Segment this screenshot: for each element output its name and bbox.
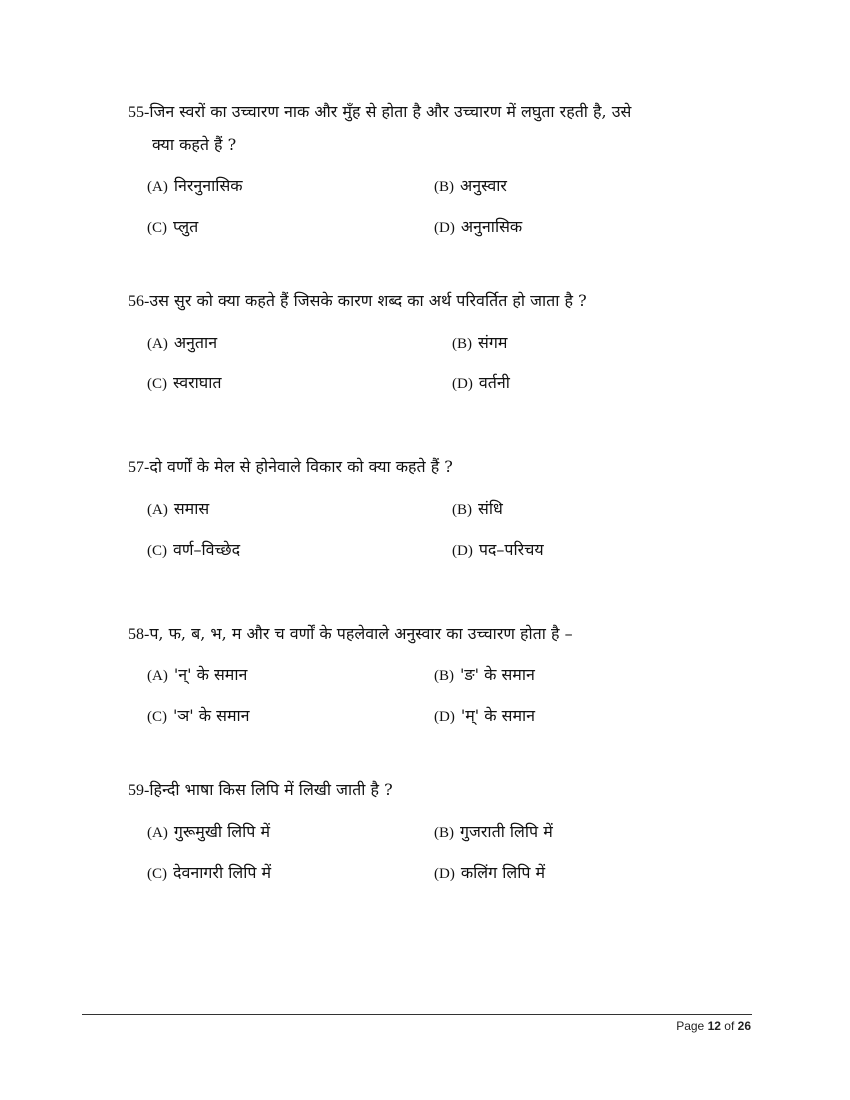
- page-footer: [676, 1019, 751, 1033]
- question-text: [128, 96, 753, 129]
- option-a: (A) निरनुनासिक: [147, 176, 243, 195]
- option-b: (B) गुजराती लिपि में: [434, 822, 553, 841]
- option-a: (A) गुरूमुखी लिपि में: [147, 822, 271, 841]
- option-c: (C) प्लुत: [147, 217, 199, 236]
- option-b: (B) संगम: [452, 333, 508, 352]
- option-c: (C) वर्ण–विच्छेद: [147, 540, 241, 559]
- option-b: (B) 'ङ' के समान: [434, 665, 535, 684]
- question-line: प, फ, ब, भ, म और च वर्णों के पहलेवाले अनुस्वार का उच्चारण होता है –: [149, 624, 573, 643]
- question-line: हिन्दी भाषा किस लिपि में लिखी जाती है ?: [149, 780, 393, 799]
- option-c: (C) 'ञ' के समान: [147, 706, 250, 725]
- question-line: दो वर्णों के मेल से होनेवाले विकार को क्या कहते हैं ?: [149, 457, 453, 476]
- option-a: (A) समास: [147, 499, 210, 518]
- option-c: (C) देवनागरी लिपि में: [147, 863, 272, 882]
- question-number: 57-: [128, 459, 150, 476]
- total-pages: 26: [737, 1019, 751, 1033]
- option-d: (D) कलिंग लिपि में: [434, 863, 546, 882]
- question-58: [128, 618, 753, 651]
- question-56: [128, 285, 753, 318]
- question-text: [128, 774, 753, 807]
- option-d: (D) अनुनासिक: [434, 217, 523, 236]
- option-a: (A) 'न्' के समान: [147, 665, 248, 684]
- page-label: Page: [676, 1019, 705, 1033]
- of-label: of: [724, 1019, 735, 1033]
- question-number: 58-: [128, 626, 150, 643]
- question-text: [128, 451, 753, 484]
- option-b: (B) अनुस्वार: [434, 176, 507, 195]
- question-57: [128, 451, 753, 484]
- option-d: (D) वर्तनी: [452, 373, 510, 392]
- question-line: जिन स्वरों का उच्चारण नाक और मुँह से होता है और उच्चारण में लघुता रहती है, उसे: [149, 102, 632, 121]
- question-number: 59-: [128, 782, 150, 799]
- option-b: (B) संधि: [452, 499, 503, 518]
- question-59: [128, 774, 753, 807]
- option-a: (A) अनुतान: [147, 333, 218, 352]
- question-line: उस सुर को क्या कहते हैं जिसके कारण शब्द का अर्थ परिवर्तित हो जाता है ?: [149, 291, 587, 310]
- question-number: 55-: [128, 104, 150, 121]
- question-text-continued: क्या कहते हैं ?: [152, 135, 237, 154]
- option-d: (D) 'म्' के समान: [434, 706, 536, 725]
- question-55: [128, 96, 753, 161]
- question-number: 56-: [128, 293, 150, 310]
- footer-divider: [82, 1014, 752, 1015]
- option-c: (C) स्वराघात: [147, 373, 222, 392]
- question-text: [128, 285, 753, 318]
- page-number: 12: [707, 1019, 721, 1033]
- question-text: [128, 618, 753, 651]
- option-d: (D) पद–परिचय: [452, 540, 544, 559]
